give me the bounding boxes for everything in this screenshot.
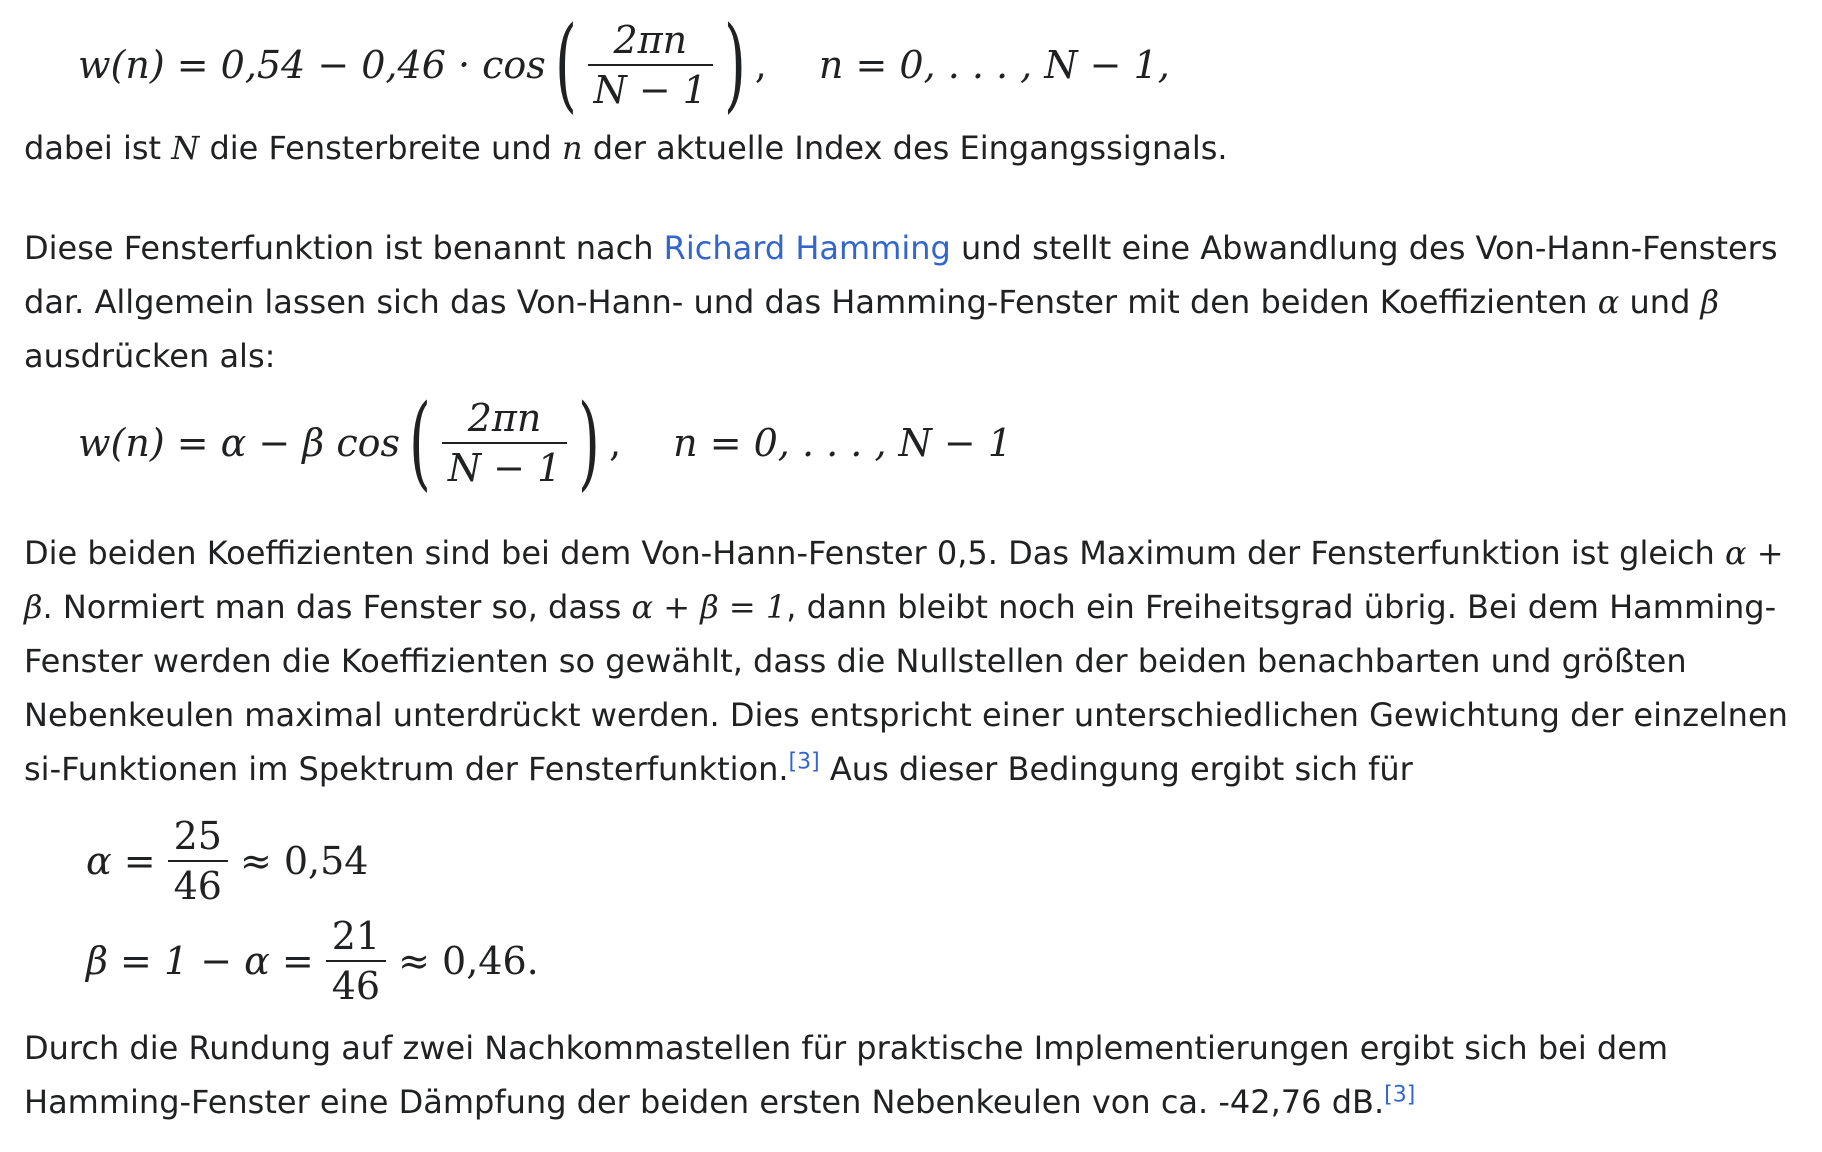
text: und stellt eine Abwandlung des Von-Hann-Fensters dar. Allgemein lassen sich das Von-Hann- und das Hamming-Fenster mit den beiden Koeffizienten bbox=[24, 229, 1778, 321]
formula-range: n = 0, . . . , N − 1 bbox=[673, 421, 1013, 465]
formula-rhs: ≈ 0,46. bbox=[398, 939, 539, 983]
paragraph-rounding bbox=[24, 1021, 1814, 1129]
reference-link-3[interactable]: [3] bbox=[788, 749, 820, 775]
right-paren: ) bbox=[723, 5, 746, 124]
formula-comma: , bbox=[754, 43, 767, 87]
math-var-N: N bbox=[171, 129, 200, 167]
fraction bbox=[442, 394, 567, 492]
paragraph-hamming-origin bbox=[24, 221, 1814, 383]
formula-rhs: ≈ 0,54 bbox=[239, 839, 369, 883]
text: . Normiert man das Fenster so, dass bbox=[42, 588, 632, 626]
link-richard-hamming[interactable]: Richard Hamming bbox=[663, 229, 951, 267]
math-alpha-plus-beta: α + β bbox=[24, 534, 1784, 626]
fraction bbox=[588, 16, 713, 114]
text: Aus dieser Bedingung ergibt sich für bbox=[819, 750, 1413, 788]
formula-lhs: w(n) = α − β cos bbox=[78, 421, 401, 465]
text: dabei ist bbox=[24, 129, 172, 167]
paragraph-coefficients bbox=[24, 526, 1814, 796]
text: , dann bleibt noch ein Freiheitsgrad übrig. Bei dem Hamming-Fenster werden die Koeffizienten so gewählt, dass die Nullstellen der beiden benachbarten und größten Nebenkeulen maximal unterdrückt werden. Dies entspricht einer unterschiedlichen Gewichtung der einzelnen si-Funktionen im Spektrum der Fensterfunktion. bbox=[24, 588, 1788, 788]
formula-alpha-value bbox=[86, 812, 368, 910]
fraction bbox=[168, 812, 228, 910]
text: ausdrücken als: bbox=[24, 337, 276, 375]
formula-beta-value bbox=[86, 912, 539, 1010]
formula-comma: , bbox=[609, 421, 622, 465]
fraction-numerator: 2πn bbox=[467, 396, 542, 440]
fraction-numerator: 25 bbox=[173, 814, 222, 858]
formula-lhs: α = bbox=[86, 839, 156, 883]
text: Die beiden Koeffizienten sind bei dem Von-Hann-Fenster 0,5. Das Maximum der Fensterfunktion ist gleich bbox=[24, 534, 1725, 572]
formula-lhs: w(n) = 0,54 − 0,46 · cos bbox=[78, 43, 546, 87]
fraction-denominator: N − 1 bbox=[442, 442, 567, 492]
fraction bbox=[326, 912, 386, 1010]
formula-general-window bbox=[78, 383, 1013, 502]
math-alpha: α bbox=[1597, 283, 1620, 321]
formula-lhs: β = 1 − α = bbox=[86, 939, 314, 983]
text: der aktuelle Index des Eingangssignals. bbox=[582, 129, 1228, 167]
fraction-denominator: 46 bbox=[326, 960, 386, 1010]
text: die Fensterbreite und bbox=[199, 129, 562, 167]
formula-hamming-window bbox=[78, 5, 1170, 124]
fraction-denominator: N − 1 bbox=[588, 64, 713, 114]
reference-link-3[interactable]: [3] bbox=[1384, 1082, 1416, 1108]
left-paren: ( bbox=[408, 383, 431, 502]
left-paren: ( bbox=[554, 5, 577, 124]
math-normalization: α + β = 1 bbox=[631, 588, 787, 626]
formula-range: n = 0, . . . , N − 1, bbox=[818, 43, 1170, 87]
paragraph-window-definition bbox=[24, 121, 1814, 175]
text: Diese Fensterfunktion ist benannt nach bbox=[24, 229, 664, 267]
fraction-denominator: 46 bbox=[168, 860, 228, 910]
fraction-numerator: 2πn bbox=[613, 18, 688, 62]
fraction-numerator: 21 bbox=[331, 914, 381, 958]
text: Durch die Rundung auf zwei Nachkommastellen für praktische Implementierungen ergibt sich bei dem Hamming-Fenster eine Dämpfung der beiden ersten Nebenkeulen von ca. -42,76 dB. bbox=[24, 1029, 1669, 1121]
math-var-n: n bbox=[561, 129, 583, 167]
math-beta: β bbox=[1700, 283, 1720, 321]
text: und bbox=[1619, 283, 1701, 321]
right-paren: ) bbox=[578, 383, 601, 502]
